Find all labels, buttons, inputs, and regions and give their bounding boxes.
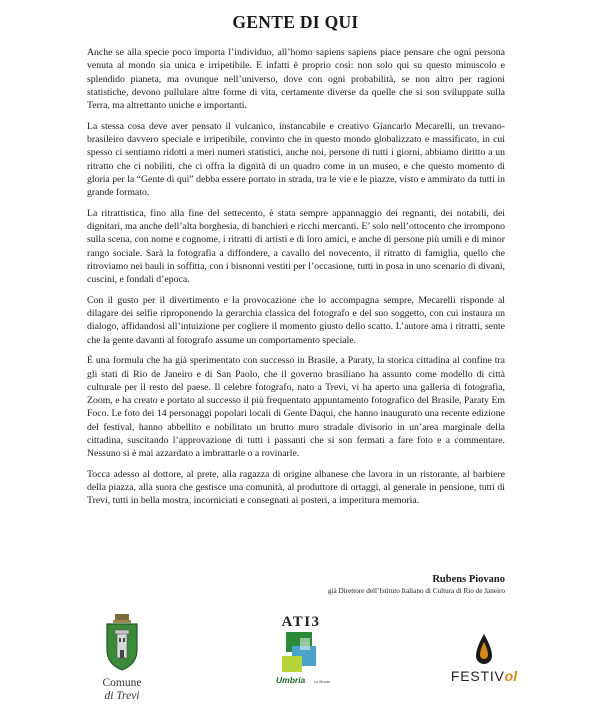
ati3-corner-text: La Strada [314,680,330,684]
festivol-prefix: FESTIV [450,668,505,684]
paragraph-4: Con il gusto per il divertimento e la provocazione che lo accompagna sempre, Mecarelli risponde al dilagare dei selfie riproponendo la gerarchia classica del fotografo e del suo soggetto, con cui instaura un dialogo, affidandosi all’intuizione per cogliere il momento giusto dello scatto. L’autore ama i ritratti, sente che la gente davanti al fotografo assume un comportamento speciale. [87,294,505,346]
coat-of-arms-icon [103,612,141,672]
signature-role: già Direttore dell’Istituto Italiano di Cultura di Rio de Janeiro [327,587,505,595]
paragraph-5: È una formula che ha già sperimentato con successo in Brasile, a Paraty, la storica cittadina al confine tra gli stati di Rio de Janeiro e di San Paolo, che il governo brasiliano ha assunto come modello di città culturale per il resto del paese. Il celebre fotografo, nato a Trevi, vi ha aperto una galleria di fotografia, Zoom, e ha creato e portato al successo il più frequentato appuntamento fotografico del Brasile, Paraty Em Foco. Le foto dei 14 personaggi popolari locali di Gente Daqui, che hanno inaugurato una recente edizione del festival, hanno abbellito e nobilitato un brutto muro stradale divisorio in un’area marginale della cittadina, suscitando l’approvazione di tutti i passanti che si son fermati a fare foto e a commentare. Nessuno si è mai azzardato a imbrattarle o a rovinarle. [87,355,505,459]
article-body [87,46,505,515]
paragraph-6: Tocca adesso al dottore, al prete, alla ragazza di origine albanese che lavora in un ristorante, al barbiere della piazza, alla suora che gestisce una comunità, al produttore di ortaggi, al generale in pensione, tutti di Trevi, tutti in bella mostra, incorniciati e consegnati ai posteri, a imperitura memoria. [87,468,505,507]
festivol-suffix: ol [504,668,518,684]
ati3-logo-icon [270,612,332,688]
ati3-subtitle: Umbria [276,675,306,685]
festivol-wordmark [444,668,524,684]
signature-block [328,574,505,595]
comune-di-trevi-logo [92,612,152,703]
signature-name: Rubens Piovano [432,574,505,585]
trevi-line2: di Trevi [104,690,140,702]
paragraph-3: La ritrattistica, fino alla fine del settecento, è stata sempre appannaggio dei regnanti, dei notabili, dei dignitari, ma anche dell’alta borghesia, di banchieri e ricchi mercanti. E’ solo nell’ottocento che irrompono sulla scena, con nome e cognome, i ritratti di artisti e di loro amici, e anche di persone più umili e di minor rango sociale. Sarà la fotografia a diffondere, a cavallo del novecento, il ritratto di famiglia, quello che ritroviamo nei bauli in soffitta, con i bisnonni vestiti per l’occasione, tutti in posa in uno scenario di divani, cuscini, e fondali d’epoca. [87,207,505,285]
ati3-logo [270,612,332,693]
ati3-text: ATI3 [281,614,321,630]
olive-drop-icon [444,632,524,666]
page-title: GENTE DI QUI [232,12,359,32]
paragraph-1: Anche se alla specie poco importa l’individuo, all’homo sapiens sapiens piace pensare che ogni persona venuta al mondo sia unica e irripetibile. E infatti è proprio così: non solo qui su questo minuscolo e splendido pianeta, ma ovunque nell’universo, dove con ogni probabilità, se non altro per ragioni statistiche, devono pullulare altre forme di vita, certamente diverse da quelle che si son sviluppate sulla Terra, ma altrettanto uniche e importanti. [87,47,505,111]
paragraph-2: La stessa cosa deve aver pensato il vulcanico, instancabile e creativo Giancarlo Mecarelli, un trevano-brasileiro davvero speciale e irripetibile, convinto che in questo mondo globalizzato e massificato, in cui spesso ci sentiamo ridotti a meri numeri statistici, anche noi, persone di tutti i giorni, abbiamo diritto a un ritratto che ci nobiliti, che ci offra la dignità di un quadro come in un museo, e che questo momento di gloria per la “Gente di qui” debba essere portato in strada, tra le vie e le piazze, visto e ammirato da tutti in grande formato. [87,120,505,198]
trevi-line1: Comune [102,677,142,689]
festivol-logo [444,632,524,684]
